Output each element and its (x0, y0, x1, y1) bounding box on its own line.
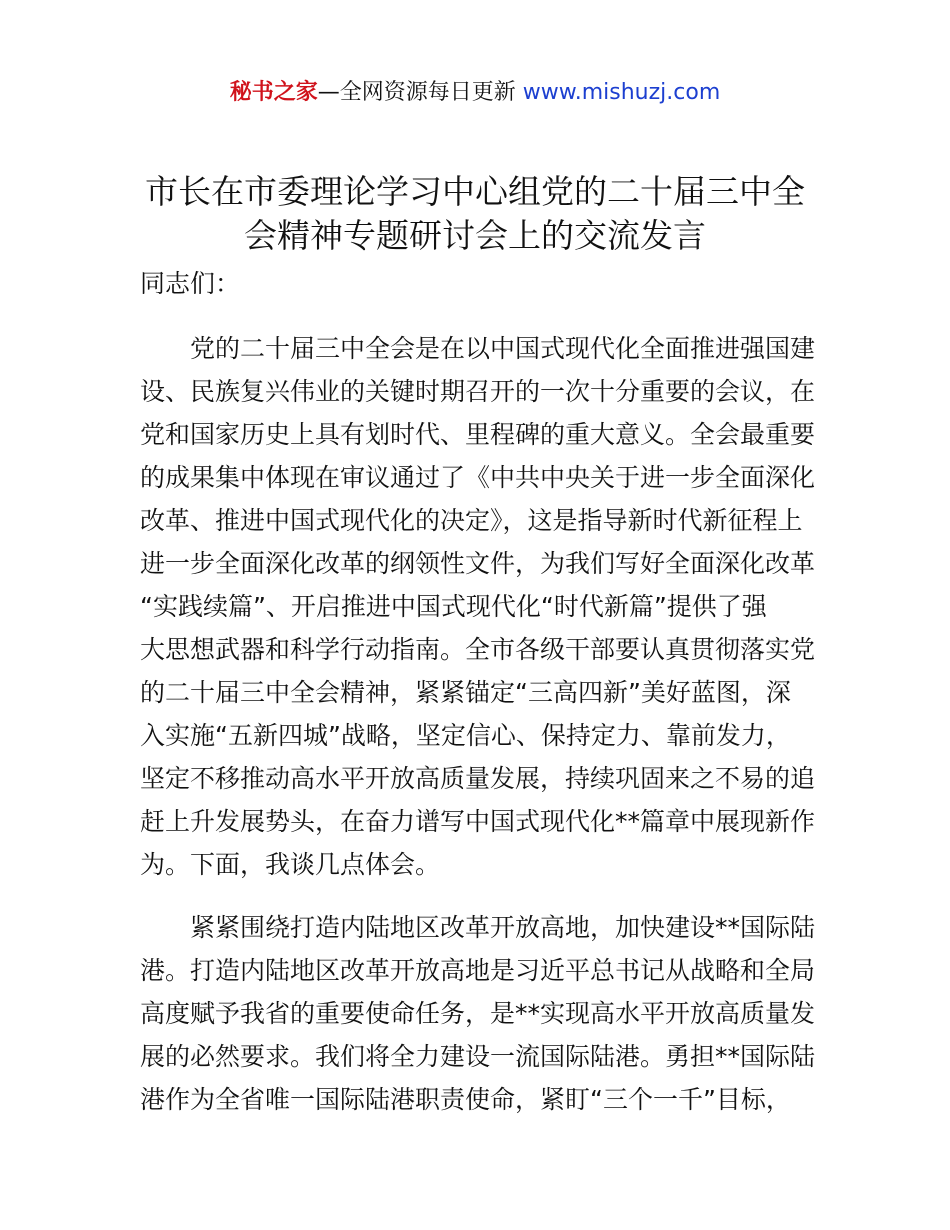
paragraph-line: 为。下面，我谈几点体会。 (140, 850, 441, 879)
paragraph-line: 的二十届三中全会精神，紧紧锚定“三高四新”美好蓝图，深 (140, 678, 791, 707)
paragraph-line: 进一步全面深化改革的纲领性文件，为我们写好全面深化改革 (140, 549, 816, 578)
paragraph-line: 坚定不移推动高水平开放高质量发展，持续巩固来之不易的追 (140, 764, 816, 793)
paragraph-line: 党和国家历史上具有划时代、里程碑的重大意义。全会最重要 (140, 420, 816, 449)
paragraph-line: 党的二十届三中全会是在以中国式现代化全面推进强国建 (190, 334, 816, 363)
document-body (140, 262, 820, 1121)
paragraph-intro (140, 327, 820, 886)
salutation: 同志们： (140, 269, 241, 298)
site-brand: 秘书之家 (229, 80, 318, 105)
paragraph-line: 赶上升发展势头，在奋力谱写中国式现代化**篇章中展现新作 (140, 807, 816, 836)
document-title (120, 170, 830, 258)
paragraph-line: 展的必然要求。我们将全力建设一流国际陆港。勇担**国际陆 (140, 1042, 816, 1071)
paragraph-line: 入实施“五新四城”战略，坚定信心、保持定力、靠前发力， (140, 721, 791, 750)
site-url-link[interactable]: www.mishuzj.com (522, 80, 721, 105)
paragraph-line: 改革、推进中国式现代化的决定》，这是指导新时代新征程上 (140, 506, 803, 535)
paragraph-section-one (140, 906, 820, 1121)
site-header (0, 76, 950, 110)
paragraph-line: 港。打造内陆地区改革开放高地是习近平总书记从战略和全局 (140, 956, 816, 985)
title-line: 市长在市委理论学习中心组党的二十届三中全 (145, 172, 805, 211)
paragraph-line: 高度赋予我省的重要使命任务，是**实现高水平开放高质量发 (140, 999, 816, 1028)
paragraph-line: 设、民族复兴伟业的关键时期召开的一次十分重要的会议，在 (140, 377, 816, 406)
paragraph-line: 港作为全省唯一国际陆港职责使命，紧盯“三个一千”目标， (140, 1085, 791, 1114)
site-tagline: —全网资源每日更新 (317, 80, 523, 105)
paragraph-line: 紧紧围绕打造内陆地区改革开放高地，加快建设**国际陆 (190, 913, 816, 942)
title-line: 会精神专题研讨会上的交流发言 (244, 216, 706, 255)
paragraph-line: “实践续篇”、开启推进中国式现代化“时代新篇”提供了强 (140, 592, 767, 621)
paragraph-line: 的成果集中体现在审议通过了《中共中央关于进一步全面深化 (140, 463, 816, 492)
paragraph-line: 大思想武器和科学行动指南。全市各级干部要认真贯彻落实党 (140, 635, 816, 664)
